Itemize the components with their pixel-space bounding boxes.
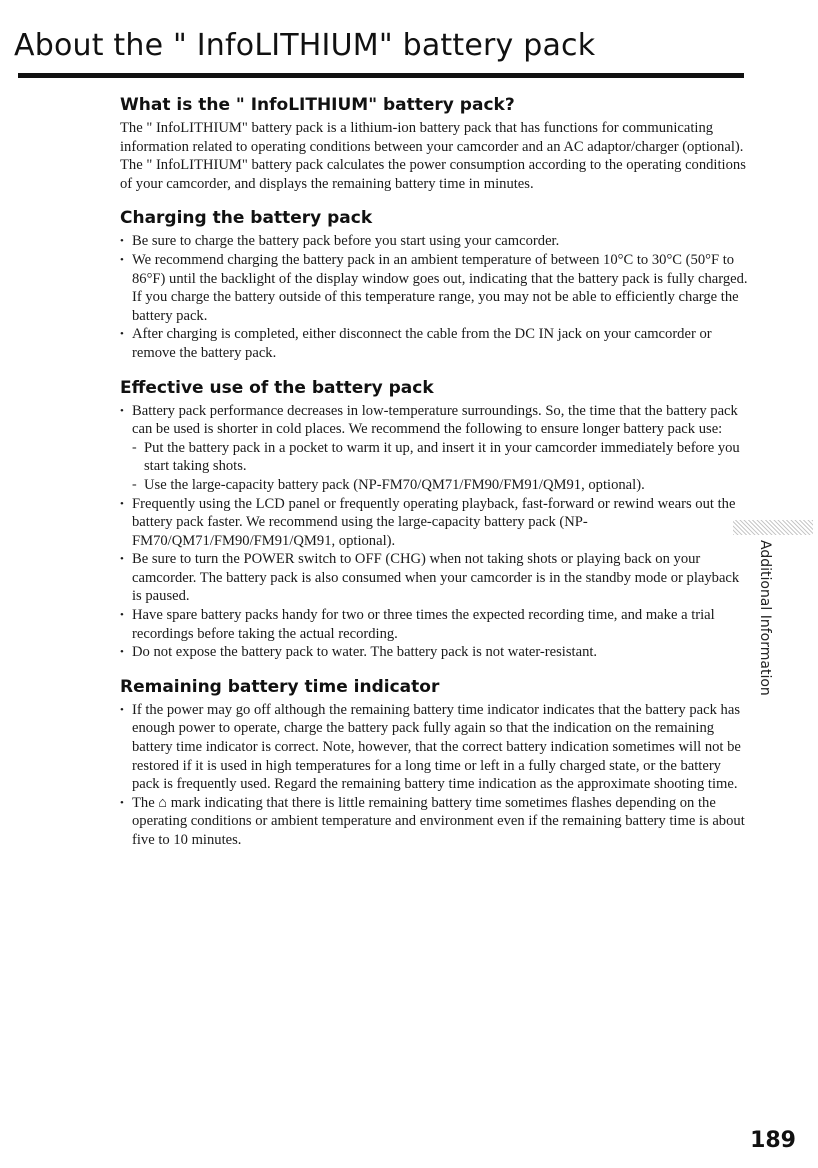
- side-tab-label: Additional Information: [757, 540, 773, 696]
- section-charging: [120, 208, 750, 362]
- sub-list-item: - Put the battery pack in a pocket to warm it up, and insert it in your camcorder immediately before you start taking shots.: [120, 439, 750, 476]
- section-what-is: [120, 95, 750, 193]
- bullet-list: [120, 232, 750, 362]
- section-heading: What is the " InfoLITHIUM" battery pack?: [120, 95, 515, 115]
- section-heading: Charging the battery pack: [120, 208, 373, 229]
- list-item: • Do not expose the battery pack to water. The battery pack is not water-resistant.: [120, 643, 750, 662]
- side-tab-marker: [733, 520, 813, 535]
- paragraph: The " InfoLITHIUM" battery pack is a lithium-ion battery pack that has functions for communicating information related to operating conditions between your camcorder and an AC adaptor/charger (optional).: [120, 120, 744, 155]
- list-item: • Be sure to turn the POWER switch to OFF (CHG) when not taking shots or playing back on your camcorder. The battery pack is also consumed when your camcorder is in the standby mode or playback is paused.: [120, 550, 750, 606]
- list-item: • Battery pack performance decreases in low-temperature surroundings. So, the time that the battery pack can be used is shorter in cold places. We recommend the following to ensure longer battery pack use:: [120, 402, 750, 439]
- bullet-list: [120, 402, 750, 662]
- list-item: • After charging is completed, either disconnect the cable from the DC IN jack on your camcorder or remove the battery pack.: [120, 325, 750, 362]
- list-item: • If the power may go off although the remaining battery time indicator indicates that the battery pack has enough power to operate, charge the battery pack fully again so that the indication on the remaining battery time indicator is correct. Note, however, that the correct battery indication sometimes will not be restored if it is used in high temperatures for a long time or left in a fully charged state, or the battery pack is frequently used. Regard the remaining battery time indication as the approximate shooting time.: [120, 701, 750, 794]
- section-effective-use: [120, 378, 750, 662]
- paragraph: The " InfoLITHIUM" battery pack calculates the power consumption according to the operating conditions of your camcorder, and displays the remaining battery time in minutes.: [120, 157, 746, 192]
- title-rule: [18, 73, 744, 78]
- page-title: About the " InfoLITHIUM" battery pack: [14, 28, 596, 63]
- list-item: • Be sure to charge the battery pack before you start using your camcorder.: [120, 232, 750, 251]
- list-item: • Have spare battery packs handy for two or three times the expected recording time, and make a trial recordings before taking the actual recording.: [120, 606, 750, 643]
- content-body: [120, 95, 750, 865]
- page-number: 189: [750, 1128, 796, 1153]
- section-heading: Remaining battery time indicator: [120, 676, 440, 697]
- list-item: • Frequently using the LCD panel or frequently operating playback, fast-forward or rewind wears out the battery pack faster. We recommend using the large-capacity battery pack (NP-FM70/QM71/FM90/FM91/QM91, optional).: [120, 495, 750, 551]
- bullet-list: [120, 701, 750, 850]
- section-remaining-time: [120, 677, 750, 850]
- section-heading: Effective use of the battery pack: [120, 377, 434, 398]
- list-item: • We recommend charging the battery pack in an ambient temperature of between 10°C to 30°C (50°F to 86°F) until the backlight of the display window goes out, indicating that the battery pack is fully charged. If you charge the battery outside of this temperature range, you may not be able to efficiently charge the battery pack.: [120, 251, 750, 325]
- list-item: • The ⌂ mark indicating that there is little remaining battery time sometimes flashes depending on the operating conditions or ambient temperature and environment even if the remaining battery time is about five to 10 minutes.: [120, 794, 750, 850]
- sub-list-item: - Use the large-capacity battery pack (NP-FM70/QM71/FM90/FM91/QM91, optional).: [120, 476, 750, 495]
